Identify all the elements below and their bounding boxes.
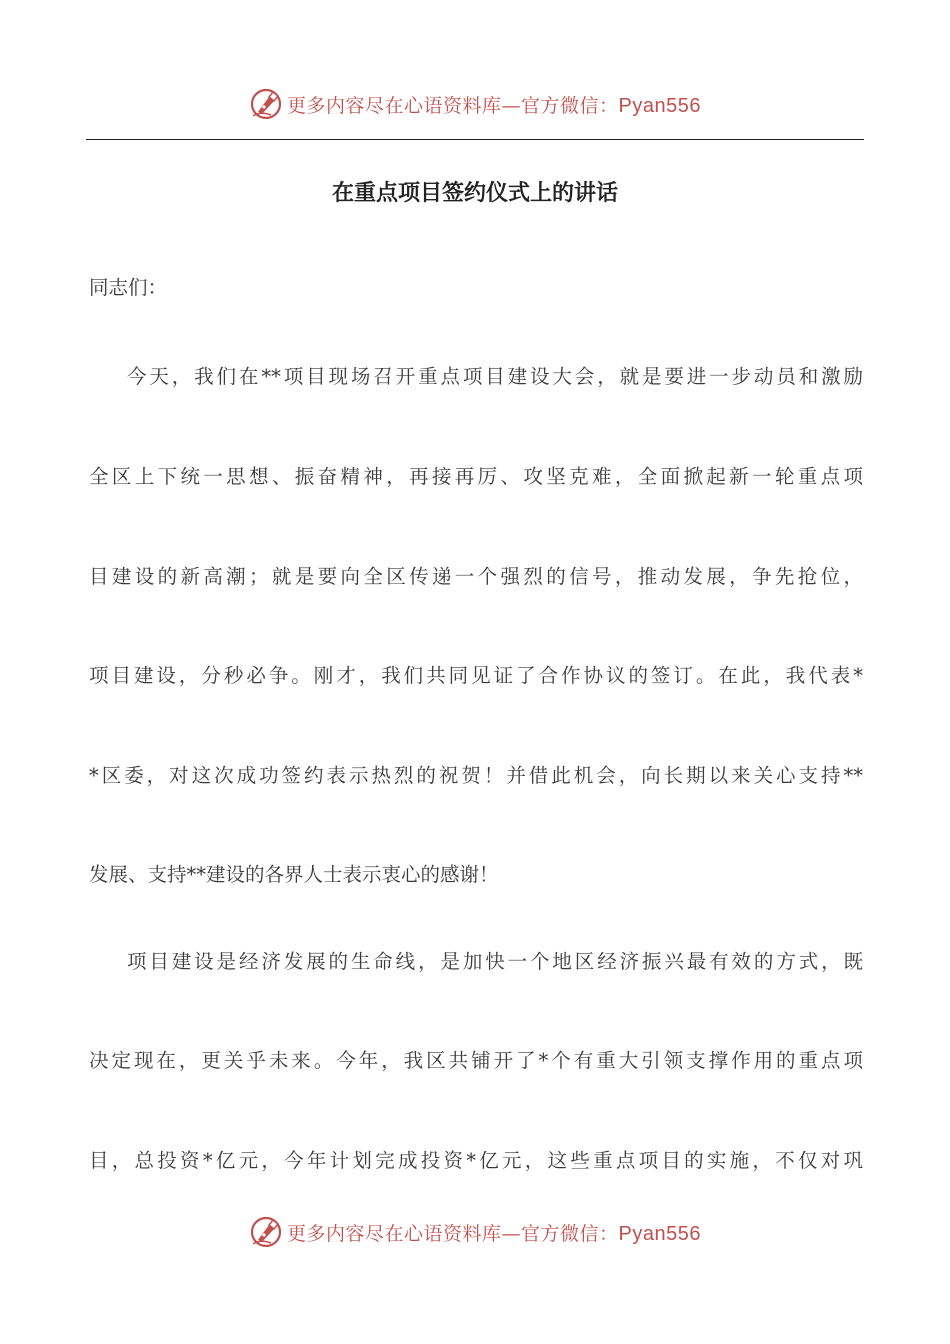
body-line: 目，总投资*亿元，今年计划完成投资*亿元，这些重点项目的实施，不仅对巩 xyxy=(89,1149,863,1172)
wechat-id: Pyan556 xyxy=(618,94,701,117)
footer-watermark-banner xyxy=(0,1212,950,1252)
watermark-label: 更多内容尽在心语资料库—官方微信： xyxy=(287,1222,619,1245)
body-line: 今天，我们在**项目现场召开重点项目建设大会，就是要进一步动员和激励 xyxy=(127,365,863,388)
wechat-id: Pyan556 xyxy=(618,1222,701,1245)
header-watermark-banner xyxy=(0,84,950,124)
body-line: 决定现在，更关乎未来。今年，我区共铺开了*个有重大引领支撑作用的重点项 xyxy=(89,1049,863,1072)
watermark-text xyxy=(287,1219,701,1246)
body-line: *区委，对这次成功签约表示热烈的祝贺！并借此机会，向长期以来关心支持** xyxy=(89,764,863,787)
body-line: 项目建设是经济发展的生命线，是加快一个地区经济振兴最有效的方式，既 xyxy=(127,950,863,973)
watermark-label: 更多内容尽在心语资料库—官方微信： xyxy=(287,94,619,117)
body-line: 目建设的新高潮；就是要向全区传递一个强烈的信号，推动发展，争先抢位， xyxy=(89,565,863,588)
header-divider xyxy=(86,139,864,140)
pen-nib-logo-icon xyxy=(249,1215,283,1249)
body-line: 发展、支持**建设的各界人士表示衷心的感谢！ xyxy=(89,863,499,886)
body-line: 项目建设，分秒必争。刚才，我们共同见证了合作协议的签订。在此，我代表* xyxy=(89,664,863,687)
watermark-text xyxy=(287,91,701,118)
body-line: 全区上下统一思想、振奋精神，再接再厉、攻坚克难，全面掀起新一轮重点项 xyxy=(89,465,863,488)
salutation: 同志们： xyxy=(89,276,168,299)
pen-nib-logo-icon xyxy=(249,87,283,121)
document-title: 在重点项目签约仪式上的讲话 xyxy=(331,181,618,206)
